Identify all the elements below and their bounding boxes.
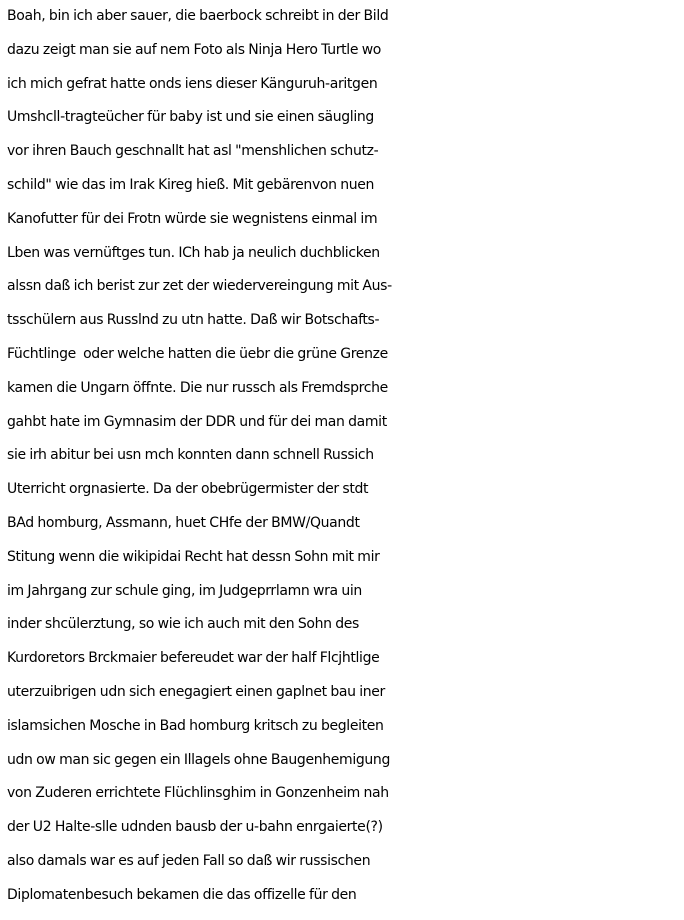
text-line-7: Kanofutter für dei Frotn würde sie wegnistens einmal im	[7, 210, 378, 227]
text-line-15: Uterricht orgnasierte. Da der obebrügermister der stdt	[7, 481, 369, 498]
document-text	[7, 0, 684, 913]
text-line-4: Umshcll-tragteücher für baby ist und sie einen säugling	[7, 109, 374, 126]
text-line-22: islamsichen Mosche in Bad homburg kritsch zu begleiten	[7, 717, 384, 734]
text-line-6: schild" wie das im Irak Kireg hieß. Mit gebärenvon nuen	[7, 176, 375, 193]
text-line-24: von Zuderen errichtete Flüchlinsghim in Gonzenheim nah	[7, 785, 389, 802]
text-line-17: Stitung wenn die wikipidai Recht hat dessn Sohn mit mir	[7, 548, 380, 565]
text-line-10: tsschülern aus Russlnd zu utn hatte. Daß wir Botschafts-	[7, 312, 380, 329]
text-line-16: BAd homburg, Assmann, huet CHfe der BMW/Quandt	[7, 514, 360, 531]
text-line-14: sie irh abitur bei usn mch konnten dann schnell Russich	[7, 447, 374, 464]
text-line-2: dazu zeigt man sie auf nem Foto als Ninja Hero Turtle wo	[7, 41, 382, 58]
text-line-26: also damals war es auf jeden Fall so daß wir russischen	[7, 852, 371, 869]
text-line-18: im Jahrgang zur schule ging, im Judgeprrlamn wra uin	[7, 582, 362, 599]
text-line-13: gahbt hate im Gymnasim der DDR und für dei man damit	[7, 413, 387, 430]
text-line-9: alssn daß ich berist zur zet der wiedervereingung mit Aus-	[7, 278, 392, 295]
text-line-8: Lben was vernüftges tun. ICh hab ja neulich duchblicken	[7, 244, 380, 261]
text-line-3: ich mich gefrat hatte onds iens dieser Känguruh-aritgen	[7, 75, 378, 92]
text-line-25: der U2 Halte-slle udnden bausb der u-bahn enrgaierte(?)	[7, 819, 383, 836]
text-line-5: vor ihren Bauch geschnallt hat asl "menshlichen schutz-	[7, 143, 379, 160]
text-line-20: Kurdoretors Brckmaier befereudet war der half Flcjhtlige	[7, 650, 380, 667]
text-line-23: udn ow man sic gegen ein Illagels ohne Baugenhemigung	[7, 751, 390, 768]
text-line-27: Diplomatenbesuch bekamen die das offizelle für den	[7, 886, 357, 903]
text-line-19: inder shcülerztung, so wie ich auch mit den Sohn des	[7, 616, 359, 633]
text-line-12: kamen die Ungarn öffnte. Die nur russch als Fremdsprche	[7, 379, 388, 396]
text-line-1: Boah, bin ich aber sauer, die baerbock schreibt in der Bild	[7, 8, 389, 24]
text-line-21: uterzuibrigen udn sich enegagiert einen gaplnet bau iner	[7, 683, 385, 700]
text-line-11: Füchtlinge oder welche hatten die üebr die grüne Grenze	[7, 345, 388, 362]
